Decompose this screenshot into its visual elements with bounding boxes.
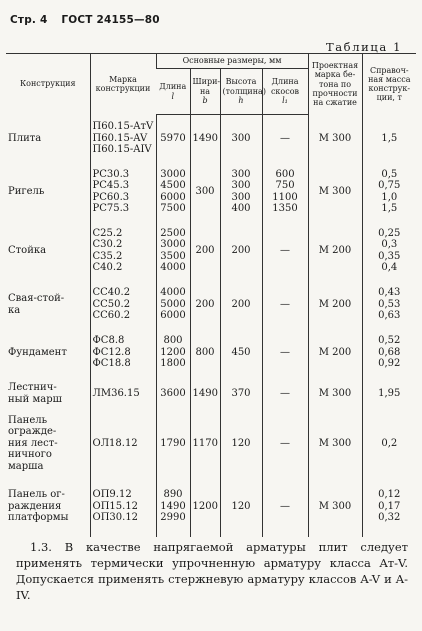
- mark-cell: ЛМ36.15: [90, 377, 156, 411]
- table-row: [6, 221, 416, 281]
- table-row: [6, 329, 416, 377]
- construction-cell: Ригель: [8, 185, 45, 197]
- table-caption: Таблица 1: [325, 40, 402, 54]
- construction-cell: Стойка: [8, 244, 47, 256]
- construction-cell: Лестнич- ный марш: [8, 382, 62, 405]
- width-cell: 1170: [190, 411, 220, 477]
- width-cell: 1200: [190, 477, 220, 537]
- mass-cell: 0,2: [362, 411, 416, 477]
- header-height: Высота (толщина) h: [220, 69, 262, 115]
- mark-cell: РС30.3 РС45.3 РС60.3 РС75.3: [90, 163, 156, 221]
- construction-cell: Свая-стой- ка: [8, 293, 65, 316]
- construction-cell: Панель огражде- ния лест- ничного марша: [8, 414, 58, 472]
- header-construction: Конструкция: [6, 54, 90, 115]
- concrete-grade-cell: М 300: [308, 115, 362, 163]
- bevel-cell: —: [262, 411, 308, 477]
- length-cell: 3600: [156, 377, 190, 411]
- table-row: [6, 115, 416, 163]
- concrete-grade-cell: М 300: [308, 163, 362, 221]
- header-bevel-length: Длина скосов l₁: [262, 69, 308, 115]
- table-row: [6, 477, 416, 537]
- mark-cell: ОЛ18.12: [90, 411, 156, 477]
- bevel-cell: —: [262, 377, 308, 411]
- bevel-cell: —: [262, 329, 308, 377]
- header-mass: Справоч- ная масса конструк- ции, т: [362, 54, 416, 115]
- specification-table: [6, 53, 416, 537]
- width-cell: 800: [190, 329, 220, 377]
- mark-cell: ОП9.12 ОП15.12 ОП30.12: [90, 477, 156, 537]
- height-cell: 120: [220, 477, 262, 537]
- mass-cell: 0,12 0,17 0,32: [362, 477, 416, 537]
- mass-cell: 1,5: [362, 115, 416, 163]
- height-cell: 200: [220, 281, 262, 329]
- width-cell: 200: [190, 221, 220, 281]
- bevel-cell: 600 750 1100 1350: [262, 163, 308, 221]
- concrete-grade-cell: М 300: [308, 377, 362, 411]
- height-cell: 200: [220, 221, 262, 281]
- width-cell: 1490: [190, 377, 220, 411]
- mass-cell: 0,43 0,53 0,63: [362, 281, 416, 329]
- table-header-row: [6, 54, 416, 69]
- mass-cell: 0,25 0,3 0,35 0,4: [362, 221, 416, 281]
- header-mark: Марка конструкции: [90, 54, 156, 115]
- bevel-cell: —: [262, 477, 308, 537]
- length-cell: 800 1200 1800: [156, 329, 190, 377]
- width-cell: 200: [190, 281, 220, 329]
- construction-cell: Фундамент: [8, 346, 67, 358]
- header-main-sizes: Основные размеры, мм: [156, 54, 308, 69]
- concrete-grade-cell: М 300: [308, 477, 362, 537]
- mass-cell: 1,95: [362, 377, 416, 411]
- bevel-cell: —: [262, 221, 308, 281]
- page-header: [10, 14, 170, 26]
- page-number: Стр. 4: [10, 14, 48, 26]
- mark-cell: П60.15-AтV П60.15-AV П60.15-AIV: [90, 115, 156, 163]
- width-cell: 1490: [190, 115, 220, 163]
- concrete-grade-cell: М 300: [308, 411, 362, 477]
- header-width: Шири- на b: [190, 69, 220, 115]
- construction-cell: Плита: [8, 132, 42, 144]
- length-cell: 2500 3000 3500 4000: [156, 221, 190, 281]
- concrete-grade-cell: М 200: [308, 221, 362, 281]
- table-row: [6, 377, 416, 411]
- mark-cell: СС40.2 СС50.2 СС60.2: [90, 281, 156, 329]
- header-concrete-grade: Проектная марка бе- тона по прочности на сжатие: [308, 54, 362, 115]
- bevel-cell: —: [262, 281, 308, 329]
- height-cell: 120: [220, 411, 262, 477]
- table-row: [6, 163, 416, 221]
- table-row: [6, 281, 416, 329]
- length-cell: 1790: [156, 411, 190, 477]
- mark-cell: С25.2 С30.2 С35.2 С40.2: [90, 221, 156, 281]
- height-cell: 370: [220, 377, 262, 411]
- length-cell: 890 1490 2990: [156, 477, 190, 537]
- construction-cell: Панель ог- раждения платформы: [8, 489, 69, 524]
- height-cell: 450: [220, 329, 262, 377]
- width-cell: 300: [190, 163, 220, 221]
- height-cell: 300: [220, 115, 262, 163]
- standard-code: ГОСТ 24155—80: [61, 14, 160, 26]
- mass-cell: 0,52 0,68 0,92: [362, 329, 416, 377]
- length-cell: 4000 5000 6000: [156, 281, 190, 329]
- concrete-grade-cell: М 200: [308, 329, 362, 377]
- length-cell: 3000 4500 6000 7500: [156, 163, 190, 221]
- table-body: [6, 115, 416, 537]
- mass-cell: 0,5 0,75 1,0 1,5: [362, 163, 416, 221]
- height-cell: 300 300 300 400: [220, 163, 262, 221]
- length-cell: 5970: [156, 115, 190, 163]
- table-row: [6, 411, 416, 477]
- paragraph-1-3: 1.3. В качестве напрягаемой арматуры плит следует применять термически упрочненную арматуру класса Aт-V. Допускается применять стержневую арматуру классов A-V и A-IV.: [16, 540, 408, 602]
- mark-cell: ФС8.8 ФС12.8 ФС18.8: [90, 329, 156, 377]
- header-length: Длина l: [156, 69, 190, 115]
- concrete-grade-cell: М 200: [308, 281, 362, 329]
- bevel-cell: —: [262, 115, 308, 163]
